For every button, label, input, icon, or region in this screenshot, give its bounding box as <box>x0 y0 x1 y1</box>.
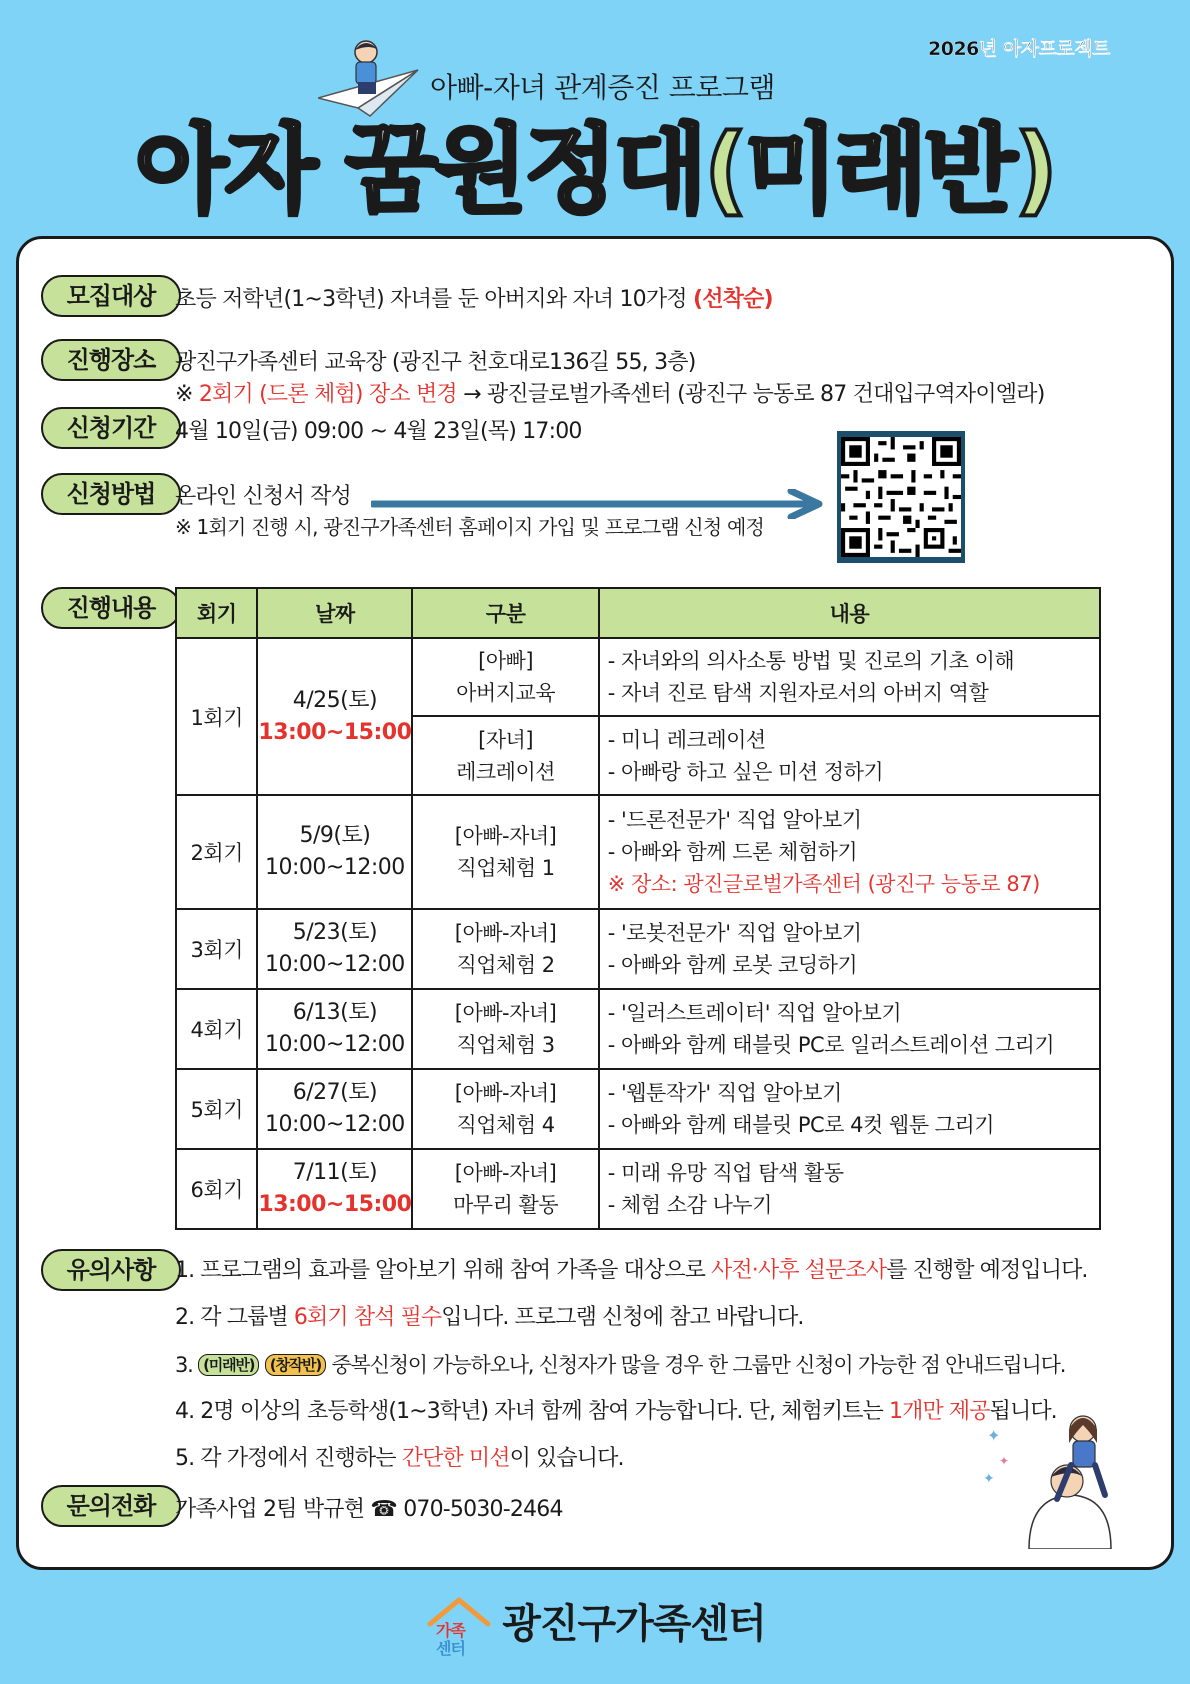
date-cell <box>257 638 412 795</box>
svg-text:✦: ✦ <box>999 1454 1010 1468</box>
category-cell <box>412 989 598 1069</box>
date-cell <box>257 1069 412 1149</box>
session-cell: 3회기 <box>176 909 257 989</box>
table-row <box>176 989 1100 1069</box>
content-item: - '일러스트레이터' 직업 알아보기 <box>607 1001 902 1025</box>
logo-small-text: 가족 <box>436 1621 466 1640</box>
note-text: 입니다. 프로그램 신청에 참고 바랍니다. <box>441 1305 804 1330</box>
category-tag: [자녀] <box>478 727 534 752</box>
logo-small-text: 센터 <box>436 1639 466 1658</box>
content-cell <box>599 638 1100 716</box>
note-text: 됩니다. <box>989 1399 1057 1424</box>
content-cell <box>599 1149 1100 1229</box>
title-main: 아자 꿈원정대 <box>135 114 704 226</box>
class-badge-creative: (창작반) <box>265 1354 326 1376</box>
label-target: 모집대상 <box>41 275 181 317</box>
qr-code-icon <box>841 435 961 559</box>
content-note: ※ 장소: 광진글로벌가족센터 (광진구 능동로 87) <box>607 872 1040 896</box>
category-tag: [아빠-자녀] <box>454 1081 557 1105</box>
content-item: - '로봇전문가' 직업 알아보기 <box>607 921 862 945</box>
subtitle: 아빠-자녀 관계증진 프로그램 <box>430 71 775 104</box>
table-row <box>176 1149 1100 1229</box>
content-item: - 아빠와 함께 로봇 코딩하기 <box>607 953 858 977</box>
info-panel <box>16 236 1174 1570</box>
date-cell <box>257 909 412 989</box>
table-row <box>176 909 1100 989</box>
label-method: 신청방법 <box>41 473 181 515</box>
session-cell: 5회기 <box>176 1069 257 1149</box>
note-text: 를 진행할 예정입니다. <box>886 1258 1088 1283</box>
content-cell <box>599 909 1100 989</box>
org-logo <box>0 1592 1190 1658</box>
category-name: 레크레이션 <box>456 759 556 784</box>
time: 10:00~12:00 <box>265 1112 405 1137</box>
class-badge-future: (미래반) <box>198 1354 259 1376</box>
category-tag: [아빠-자녀] <box>454 1161 557 1185</box>
venue-line1: 광진구가족센터 교육장 (광진구 천호대로136길 55, 3층) <box>175 350 696 375</box>
date-cell <box>257 795 412 909</box>
venue-note-mark: ※ <box>175 382 199 407</box>
time: 13:00~15:00 <box>258 1192 412 1217</box>
date: 6/27(토) <box>292 1080 378 1105</box>
header-session: 회기 <box>176 588 257 638</box>
content-cell <box>599 1069 1100 1149</box>
note-text: 1. 프로그램의 효과를 알아보기 위해 참여 가족을 대상으로 <box>175 1258 712 1283</box>
category-name: 직업체험 3 <box>456 1033 555 1057</box>
content-cell <box>599 989 1100 1069</box>
note-text: 4. 2명 이상의 초등학생(1~3학년) 자녀 함께 참여 가능합니다. 단, 체험키트는 <box>175 1399 890 1424</box>
date: 5/9(토) <box>299 823 371 848</box>
period-text: 4월 10일(금) 09:00 ~ 4월 23일(목) 17:00 <box>175 419 582 444</box>
category-cell <box>412 795 598 909</box>
category-cell <box>412 716 598 795</box>
note-item-1 <box>175 1256 1088 1303</box>
title-class: (미래반) <box>703 114 1055 226</box>
category-cell <box>412 1069 598 1149</box>
note-highlight: 사전·사후 설문조사 <box>711 1258 887 1283</box>
content-item: - 자녀와의 의사소통 방법 및 진로의 기초 이해 <box>607 649 1015 673</box>
header-date: 날짜 <box>257 588 412 638</box>
category-cell <box>412 1149 598 1229</box>
table-header-row <box>176 588 1100 638</box>
target-text <box>175 282 773 313</box>
header-category: 구분 <box>412 588 598 638</box>
content-item: - 아빠랑 하고 싶은 미션 정하기 <box>607 759 884 784</box>
session-cell: 6회기 <box>176 1149 257 1229</box>
arrow-right-icon <box>371 489 841 519</box>
label-content: 진행내용 <box>41 587 181 629</box>
method-line1: 온라인 신청서 작성 <box>175 484 352 509</box>
content-item: - '드론전문가' 직업 알아보기 <box>607 808 862 832</box>
label-contact: 문의전화 <box>41 1485 181 1527</box>
note-item-3 <box>175 1350 1088 1397</box>
note-item-2 <box>175 1303 1088 1350</box>
date-cell <box>257 1149 412 1229</box>
session-cell: 4회기 <box>176 989 257 1069</box>
venue-change: 2회기 (드론 체험) 장소 변경 <box>198 382 457 407</box>
note-text: 5. 각 가정에서 진행하는 <box>175 1446 402 1471</box>
qr-code[interactable] <box>837 431 965 563</box>
date: 5/23(토) <box>292 920 378 945</box>
svg-text:✦: ✦ <box>987 1426 1001 1445</box>
content-item: - 미니 레크레이션 <box>607 727 766 752</box>
table-row <box>176 795 1100 909</box>
label-notes: 유의사항 <box>41 1249 181 1291</box>
category-name: 직업체험 2 <box>456 953 555 977</box>
table-row <box>176 638 1100 716</box>
label-period: 신청기간 <box>41 407 181 449</box>
category-tag: [아빠-자녀] <box>454 824 557 848</box>
note-highlight: 1개만 제공 <box>889 1399 990 1424</box>
time: 10:00~12:00 <box>265 855 405 880</box>
target-highlight: (선착순) <box>692 287 773 312</box>
date: 7/11(토) <box>292 1160 378 1185</box>
venue-new: → 광진글로벌가족센터 (광진구 능동로 87 건대입구역자이엘라) <box>456 382 1045 407</box>
session-cell: 2회기 <box>176 795 257 909</box>
category-name: 마무리 활동 <box>453 1193 559 1217</box>
contact-text: 가족사업 2팀 박규현 ☎ 070-5030-2464 <box>175 1497 563 1522</box>
content-item: - 자녀 진로 탐색 지원자로서의 아버지 역할 <box>607 681 989 705</box>
page-title <box>0 114 1190 226</box>
paper-plane-boy-icon <box>318 38 428 118</box>
note-text: 중복신청이 가능하오나, 신청자가 많을 경우 한 그룹만 신청이 가능한 점 안내드립니다. <box>325 1353 1066 1377</box>
svg-text:✦: ✦ <box>983 1471 995 1487</box>
category-name: 아버지교육 <box>456 681 556 705</box>
note-highlight: 간단한 미션 <box>401 1446 510 1471</box>
category-tag: [아빠-자녀] <box>454 921 557 945</box>
notes-list <box>175 1256 1088 1491</box>
label-venue: 진행장소 <box>41 339 181 381</box>
time: 13:00~15:00 <box>258 719 412 745</box>
note-text: 3. <box>175 1353 199 1377</box>
father-child-illustration-icon <box>979 1399 1129 1549</box>
category-name: 직업체험 4 <box>456 1113 555 1137</box>
header-content: 내용 <box>599 588 1100 638</box>
date: 4/25(토) <box>292 687 378 713</box>
schedule-table <box>175 587 1101 1230</box>
content-item: - 아빠와 함께 드론 체험하기 <box>607 840 858 864</box>
content-item: - 아빠와 함께 태블릿 PC로 일러스트레이션 그리기 <box>607 1033 1055 1057</box>
content-item: - 미래 유망 직업 탐색 활동 <box>607 1161 844 1185</box>
time: 10:00~12:00 <box>265 952 405 977</box>
org-name: 광진구가족센터 <box>502 1601 766 1647</box>
time: 10:00~12:00 <box>265 1032 405 1057</box>
category-name: 직업체험 1 <box>456 856 555 880</box>
session-cell: 1회기 <box>176 638 257 795</box>
target-body: 초등 저학년(1~3학년) 자녀를 둔 아버지와 자녀 10가정 <box>175 287 693 312</box>
table-row <box>176 1069 1100 1149</box>
date-cell <box>257 989 412 1069</box>
note-highlight: 6회기 참석 필수 <box>293 1305 442 1330</box>
category-tag: [아빠-자녀] <box>454 1001 557 1025</box>
method-line2: ※ 1회기 진행 시, 광진구가족센터 홈페이지 가입 및 프로그램 신청 예정 <box>175 515 765 539</box>
note-item-4 <box>175 1397 1088 1444</box>
content-item: - 체험 소감 나누기 <box>607 1193 772 1217</box>
note-text: 2. 각 그룹별 <box>175 1305 294 1330</box>
family-center-logo-icon <box>424 1594 494 1658</box>
content-cell <box>599 795 1100 909</box>
category-cell <box>412 638 598 716</box>
note-item-5 <box>175 1444 1088 1491</box>
content-cell <box>599 716 1100 795</box>
category-cell <box>412 909 598 989</box>
content-item: - 아빠와 함께 태블릿 PC로 4컷 웹툰 그리기 <box>607 1113 995 1137</box>
note-text: 이 있습니다. <box>509 1446 624 1471</box>
venue-line2 <box>175 377 1045 408</box>
category-tag: [아빠] <box>478 649 534 673</box>
date: 6/13(토) <box>292 1000 378 1025</box>
project-tag: 2026년 아자프로젝트 <box>928 38 1110 60</box>
content-item: - '웹툰작가' 직업 알아보기 <box>607 1081 842 1105</box>
